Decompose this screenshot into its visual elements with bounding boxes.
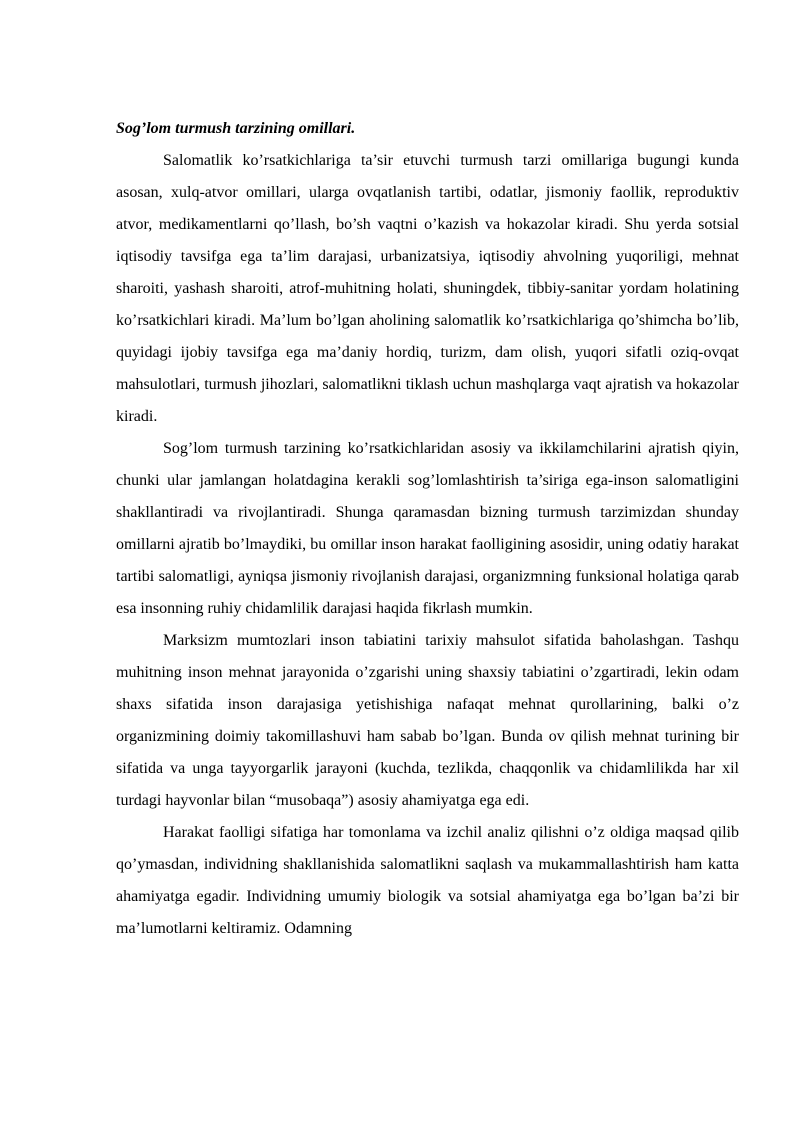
- section-heading: Sog’lom turmush tarzining omillari.: [116, 120, 356, 137]
- paragraph-3: Marksizm mumtozlari inson tabiatini tarixiy mahsulot sifatida baholashgan. Tashqu muhitning inson mehnat jarayonida o’zgarishi uning shaxsiy tabiatini o’zgartiradi, lekin odam shaxs sifatida inson darajasiga yetishishiga nafaqat mehnat qurollarining, balki o’z organizmining doimiy takomillashuvi ham sabab bo’lgan. Bunda ov qilish mehnat turining bir sifatida va unga tayyorgarlik jarayoni (kuchda, tezlikda, chaqqonlik va chidamlilikda har xil turdagi hayvonlar bilan “musobaqa”) asosiy ahamiyatga ega edi.: [116, 632, 739, 809]
- paragraph-4: Harakat faolligi sifatiga har tomonlama va izchil analiz qilishni o’z oldiga maqsad qilib qo’ymasdan, individning shakllanishida salomatlikni saqlash va mukammallashtirish ham katta ahamiyatga egadir. Individning umumiy biologik va sotsial ahamiyatga ega bo’lgan ba’zi bir ma’lumotlarni keltiramiz. Odamning: [116, 824, 739, 937]
- document-page: [116, 113, 739, 945]
- paragraph-2: Sog’lom turmush tarzining ko’rsatkichlaridan asosiy va ikkilamchilarini ajratish qiyin, chunki ular jamlangan holatdagina kerakli sog’lomlashtirish ta’siriga ega-inson salomatligini shakllantiradi va rivojlantiradi. Shunga qaramasdan bizning turmush tarzimizdan shunday omillarni ajratib bo’lmaydiki, bu omillar inson harakat faolligining asosidir, uning odatiy harakat tartibi salomatligi, ayniqsa jismoniy rivojlanish darajasi, organizmning funksional holatiga qarab esa insonning ruhiy chidamlilik darajasi haqida fikrlash mumkin.: [116, 440, 739, 617]
- paragraph-1: Salomatlik ko’rsatkichlariga ta’sir etuvchi turmush tarzi omillariga bugungi kunda asosan, xulq-atvor omillari, ularga ovqatlanish tartibi, odatlar, jismoniy faollik, reproduktiv atvor, medikamentlarni qo’llash, bo’sh vaqtni o’kazish va hokazolar kiradi. Shu yerda sotsial iqtisodiy tavsifga ega ta’lim darajasi, urbanizatsiya, iqtisodiy ahvolning yuqoriligi, mehnat sharoiti, yashash sharoiti, atrof-muhitning holati, shuningdek, tibbiy-sanitar yordam holatining ko’rsatkichlari kiradi. Ma’lum bo’lgan aholining salomatlik ko’rsatkichlariga qo’shimcha bo’lib, quyidagi ijobiy tavsifga ega ma’daniy hordiq, turizm, dam olish, yuqori sifatli oziq-ovqat mahsulotlari, turmush jihozlari, salomatlikni tiklash uchun mashqlarga vaqt ajratish va hokazolar kiradi.: [116, 152, 739, 425]
